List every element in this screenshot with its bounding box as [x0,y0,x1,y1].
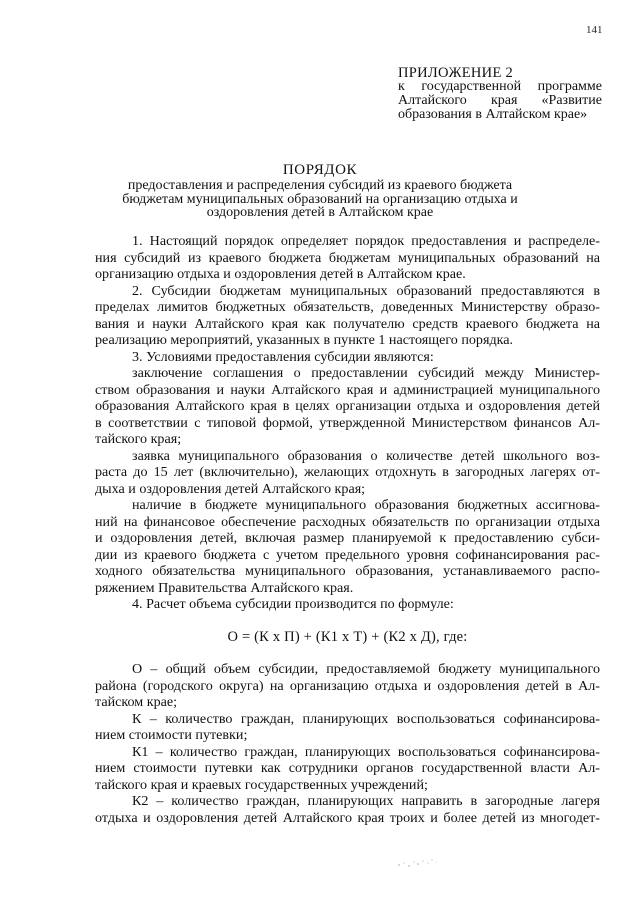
scan-noise-marks [395,856,445,870]
text-line: О – общий объем субсидии, предоставляемой бюджету муниципального [132,661,600,677]
text-line: организацию отдыха и оздоровления детей в Алтайском крае. [95,266,466,282]
paragraph-4 [95,596,600,613]
text-line: наличие в бюджете муниципального образования бюджетных ассигнова- [132,497,600,513]
text-line: вания и науки Алтайского края как получателю средств краевого бюджета на [95,315,600,332]
paragraph-1 [95,233,600,283]
text-line: и оздоровления детей, включая размер планируемой к предоставлению субси- [95,530,600,546]
text-line: ством образования и науки Алтайского края и администрацией муниципального [95,381,600,398]
paragraph-3-condition-agreement [95,365,600,448]
text-line: заявка муниципального образования о количестве детей школьного воз- [132,447,600,464]
text-line: образования Алтайского края в целях организации отдыха и оздоровления детей [95,398,600,414]
text-line: тайском крае; [95,694,178,710]
subtitle-line: оздоровления детей в Алтайском крае [206,205,434,220]
subtitle-line: предоставления и распределения субсидий из краевого бюджета [127,178,513,193]
document-body [95,233,600,826]
text-line: 1. Настоящий порядок определяет порядок предоставления и распределе- [132,233,600,249]
document-subtitle [0,179,640,220]
text-line: в соответствии с типовой формой, утвержденной Министерством финансов Ал- [95,414,600,431]
text-line: раста до 15 лет (включительно), желающих отдохнуть в загородных лагерях от- [95,464,600,480]
definition-o [95,661,600,711]
text-line: района (городского округа) на организацию отдыха и оздоровления детей в Ал- [95,677,600,694]
text-line: ний на финансовое обеспечение расходных обязательств по организации отдыха [95,513,600,530]
text-line: дии из краевого бюджета с учетом предельного уровня софинансирования рас- [95,546,600,563]
text-line: нием стоимости путевки; [95,727,248,743]
text-line: ряжением Правительства Алтайского края. [95,579,354,596]
appendix-block [398,66,602,122]
text-line: 3. Условиями предоставления субсидии являются: [132,348,434,365]
text-line: пределах лимитов бюджетных обязательств, доведенных Министерству образо- [95,299,600,315]
subtitle-line: бюджетам муниципальных образований на организацию отдыха и [122,191,518,207]
text-line: отдыха и оздоровления детей Алтайского края троих и более детей из многодет- [95,809,600,826]
text-line: К2 – количество граждан, планирующих направить в загородные лагеря [132,793,600,809]
text-line: нием стоимости путевки как сотрудники органов государственной власти Ал- [95,760,600,776]
text-line: заключение соглашения о предоставлении субсидий между Министер- [132,365,600,381]
definition-k1 [95,744,600,794]
text-line: К – количество граждан, планирующих воспользоваться софинансирова- [132,710,600,727]
text-line: ходного обязательства муниципального образования, устанавливаемого распо- [95,563,600,579]
text-line: К1 – количество граждан, планирующих воспользоваться софинансирова- [132,743,600,760]
definition-k [95,711,600,744]
definition-k2 [95,793,600,826]
document-title: ПОРЯДОК [282,162,358,178]
appendix-title: ПРИЛОЖЕНИЕ 2 [398,65,514,81]
text-line: тайского края и краевых государственных учреждений; [95,776,428,793]
text-line: тайского края; [95,431,182,447]
paragraph-3-condition-budget [95,497,600,596]
subsidy-formula: О = (К х П) + (К1 х Т) + (К2 х Д), где: [227,628,468,645]
paragraph-3 [95,349,600,366]
text-line: 2. Субсидии бюджетам муниципальных образований предоставляются в [132,282,600,299]
text-line: дыха и оздоровления детей Алтайского края; [95,480,366,497]
document-heading [0,162,640,220]
text-line: 4. Расчет объема субсидии производится по формуле: [132,596,454,612]
paragraph-3-condition-request [95,448,600,498]
text-line: реализацию мероприятий, указанных в пункте 1 настоящего порядка. [95,332,514,348]
page-number: 141 [586,24,603,36]
appendix-line: к государственной программе [398,79,602,94]
text-line: ния субсидий из краевого бюджета бюджетам муниципальных образований на [95,249,600,266]
appendix-line: образования в Алтайском крае» [398,107,588,122]
paragraph-2 [95,283,600,349]
appendix-line: Алтайского края «Развитие [398,93,602,108]
